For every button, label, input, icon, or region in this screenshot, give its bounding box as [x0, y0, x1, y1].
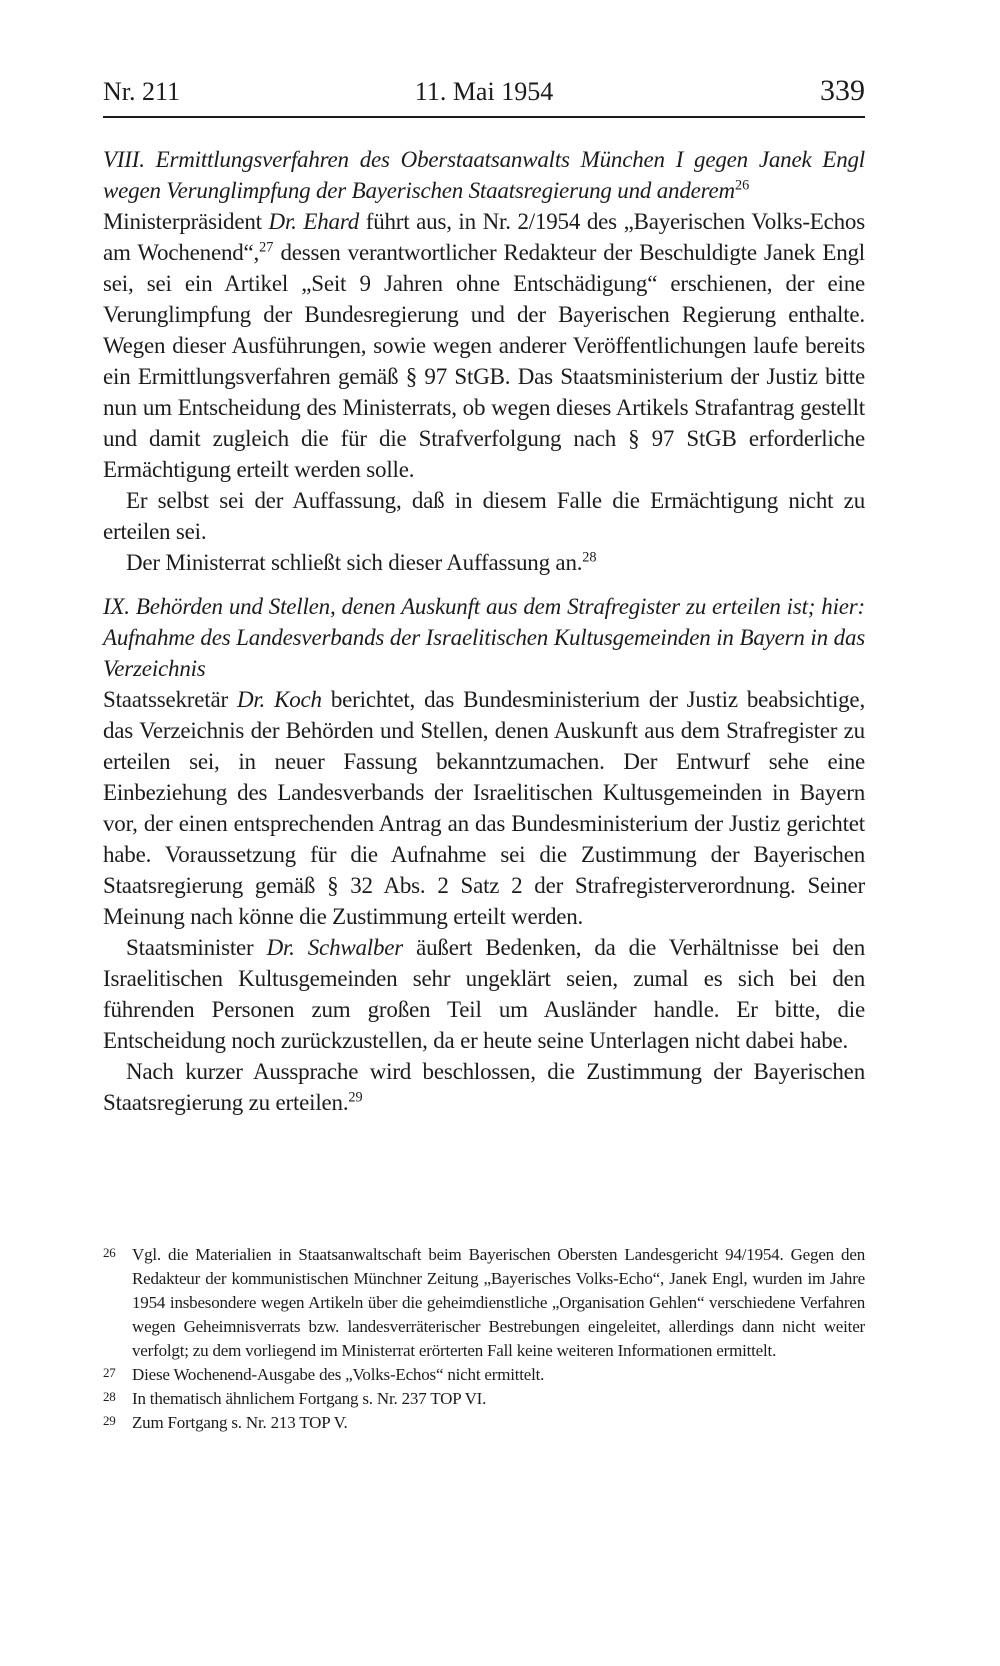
text-run: äußert Bedenken, da die Verhältnisse bei den Israelitischen Kultusgemeinden sehr ungeklärt seien, zumal es sich bei den führenden Personen zum großen Teil um Ausländer handle. Er bitte, die Entscheidung noch zurückzustellen, da er heute seine Unterlagen nicht dabei habe.: [103, 935, 865, 1053]
footnote-marker: 29: [103, 1413, 116, 1428]
footnote-marker: 27: [103, 1365, 116, 1380]
text-run: berichtet, das Bundesministerium der Justiz beabsichtige, das Verzeichnis der Behörden und Stellen, denen Auskunft aus dem Strafregister zu erteilen sei, in neuer Fassung bekanntzumachen. Der Entwurf sehe eine Einbeziehung des Landesverbands der Israelitischen Kultusgemeinden in Bayern vor, der einen entsprechenden Antrag an das Bundesministerium der Justiz gerichtet habe. Voraussetzung für die Aufnahme sei die Zustimmung der Bayerischen Staatsregierung gemäß § 32 Abs. 2 Satz 2 der Strafregisterverordnung. Seiner Meinung nach könne die Zustimmung erteilt werden.: [103, 687, 865, 929]
text-run: Staatssekretär: [103, 687, 237, 712]
footnote-29: [103, 1411, 865, 1435]
page-content: [103, 74, 865, 1118]
italic-text: Dr. Schwalber: [266, 935, 404, 960]
footnote-text: In thematisch ähnlichem Fortgang s. Nr. 237 TOP VI.: [132, 1389, 487, 1408]
header-date: 11. Mai 1954: [414, 77, 554, 106]
page-header: [103, 74, 865, 118]
footnote-reference: 27: [259, 239, 274, 256]
footnotes-section: [103, 1243, 865, 1435]
footnote-27: [103, 1363, 865, 1387]
footnote-26: [103, 1243, 865, 1363]
italic-text: Dr. Koch: [236, 687, 322, 712]
header-page-number: 339: [820, 74, 865, 107]
paragraph-auffassung: [103, 485, 865, 547]
footnote-text: Vgl. die Materialien in Staatsanwaltschaft beim Bayerischen Obersten Landesgericht 94/1954. Gegen den Redakteur der kommunistischen Münchner Zeitung „Bayerisches Volks-Echo“, Janek Engl, wurden im Jahre 1954 insbesondere wegen Artikeln über die geheimdienstliche „Organisation Gehlen“ verschiedene Verfahren wegen Geheimnisverrats bzw. landesverräterischer Bestrebungen eingeleitet, allerdings dann nicht weiter verfolgt; zu dem vorliegend im Ministerrat erörterten Fall keine weiteren Informationen ermittelt.: [132, 1245, 865, 1360]
paragraph-beschluss-viii: [103, 547, 865, 578]
paragraph-beschluss-ix: [103, 1056, 865, 1118]
italic-text: Dr. Ehard: [268, 209, 360, 234]
italic-text: IX. Behörden und Stellen, denen Auskunft aus dem Strafregister zu erteilen ist; hier: Aufnahme des Landesverbands der Israelitischen Kultusgemeinden in Bayern in das Verzeichnis: [103, 594, 865, 681]
header-doc-number: Nr. 211: [103, 77, 181, 106]
paragraph-ehard: [103, 206, 865, 485]
footnote-28: [103, 1387, 865, 1411]
footnote-reference: 28: [582, 549, 597, 566]
footnote-reference: 26: [734, 177, 750, 194]
italic-text: VIII. Ermittlungsverfahren des Oberstaatsanwalts München I gegen Janek Engl wegen Verunglimpfung der Bayerischen Staatsregierung und anderem: [103, 147, 865, 203]
footnote-reference: 29: [348, 1089, 363, 1106]
footnote-marker: 26: [103, 1245, 116, 1260]
text-run: Er selbst sei der Auffassung, daß in diesem Falle die Ermächtigung nicht zu erteilen sei.: [103, 488, 865, 544]
text-run: führt aus, in Nr. 2/1954 des „Bayerischen Volks-Echos am Wochenend“,: [103, 209, 865, 265]
text-run: Staatsminister: [126, 935, 267, 960]
text-run: Der Ministerrat schließt sich dieser Auffassung an.: [126, 550, 583, 575]
text-run: Nach kurzer Aussprache wird beschlossen, die Zustimmung der Bayerischen Staatsregierung zu erteilen.: [103, 1059, 865, 1115]
text-run: Ministerpräsident: [103, 209, 269, 234]
document-body: [103, 144, 865, 1118]
section-ix-heading: [103, 591, 865, 684]
paragraph-koch: [103, 684, 865, 932]
footnote-marker: 28: [103, 1389, 116, 1404]
footnote-text: Zum Fortgang s. Nr. 213 TOP V.: [132, 1413, 348, 1432]
section-viii-heading: [103, 144, 865, 206]
paragraph-schwalber: [103, 932, 865, 1056]
footnote-text: Diese Wochenend-Ausgabe des „Volks-Echos“ nicht ermittelt.: [132, 1365, 545, 1384]
text-run: dessen verantwortlicher Redakteur der Beschuldigte Janek Engl sei, sei ein Artikel „Seit 9 Jahren ohne Entschädigung“ erschienen, der eine Verunglimpfung der Bundesregierung und der Bayerischen Regierung enthalte. Wegen dieser Ausführungen, sowie wegen anderer Veröffentlichungen laufe bereits ein Ermittlungsverfahren gemäß § 97 StGB. Das Staatsministerium der Justiz bitte nun um Entscheidung des Ministerrats, ob wegen dieses Artikels Strafantrag gestellt und damit zugleich die für die Strafverfolgung nach § 97 StGB erforderliche Ermächtigung erteilt werden solle.: [103, 240, 865, 482]
